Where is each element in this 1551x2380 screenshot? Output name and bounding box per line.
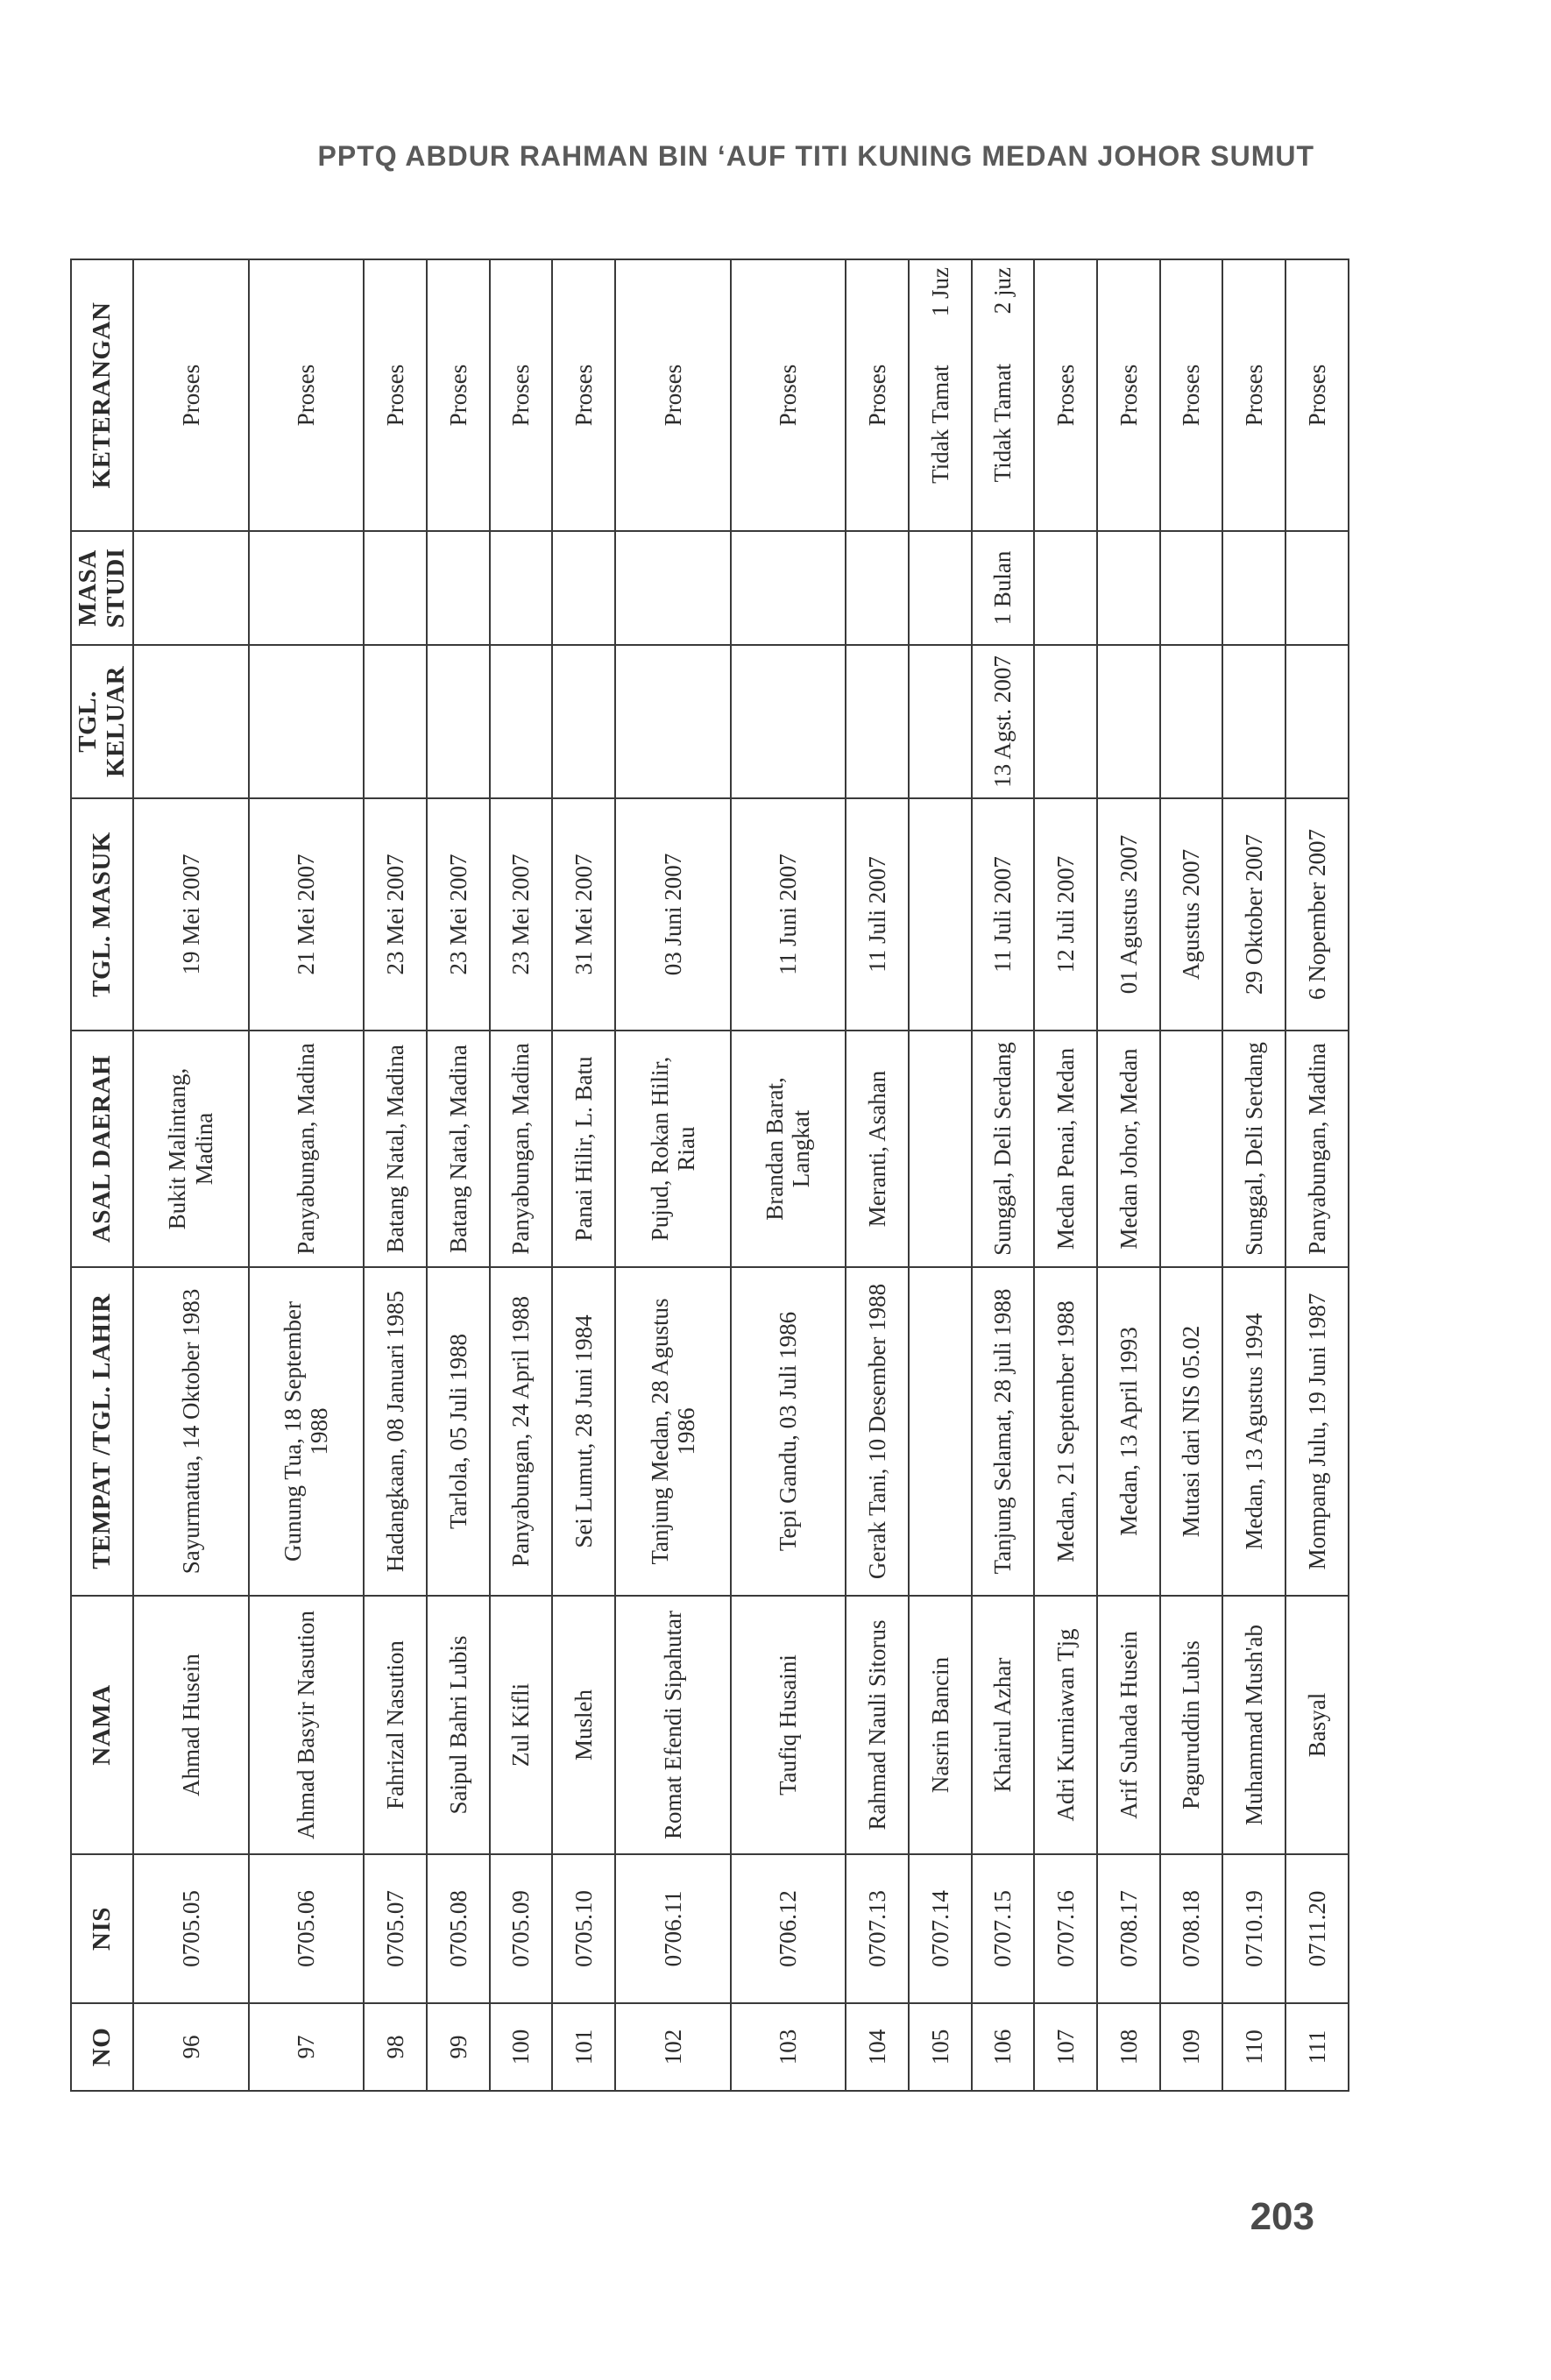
keterangan-wrap — [507, 267, 534, 523]
cell-masa-studi — [427, 531, 490, 645]
table-row — [490, 259, 553, 2091]
cell-tgl-keluar — [133, 645, 249, 798]
cell-tgl-masuk: 12 Juli 2007 — [1034, 798, 1097, 1031]
cell-tempat-tgl-lahir: Tepi Gandu, 03 Juli 1986 — [731, 1267, 846, 1596]
cell-asal-daerah: Pujud, Rokan Hilir, Riau — [615, 1031, 731, 1267]
cell-nama: Ahmad Basyir Nasution — [249, 1596, 365, 1854]
keterangan-wrap — [775, 267, 801, 523]
cell-tgl-masuk: 19 Mei 2007 — [133, 798, 249, 1031]
col-header-nis: NIS — [71, 1854, 133, 2003]
cell-masa-studi — [909, 531, 972, 645]
cell-tempat-tgl-lahir: Tanjung Medan, 28 Agustus 1986 — [615, 1267, 731, 1596]
col-header-masa-studi: MASA STUDI — [71, 531, 133, 645]
cell-masa-studi — [1034, 531, 1097, 645]
cell-no: 98 — [364, 2003, 427, 2091]
keterangan-status: Proses — [1178, 364, 1205, 427]
cell-tgl-masuk: 03 Juni 2007 — [615, 798, 731, 1031]
col-header-no: NO — [71, 2003, 133, 2091]
cell-tgl-masuk: 11 Juli 2007 — [972, 798, 1035, 1031]
cell-nis: 0705.05 — [133, 1854, 249, 2003]
cell-tgl-masuk: 11 Juli 2007 — [846, 798, 909, 1031]
cell-tempat-tgl-lahir: Gerak Tani, 10 Desember 1988 — [846, 1267, 909, 1596]
cell-masa-studi — [490, 531, 553, 645]
keterangan-status: Proses — [1115, 364, 1142, 427]
cell-nis: 0706.11 — [615, 1854, 731, 2003]
cell-asal-daerah — [1160, 1031, 1223, 1267]
cell-nis: 0707.14 — [909, 1854, 972, 2003]
cell-tempat-tgl-lahir: Medan, 21 September 1988 — [1034, 1267, 1097, 1596]
cell-keterangan — [364, 259, 427, 531]
keterangan-status: Proses — [659, 364, 686, 427]
cell-tempat-tgl-lahir: Gunung Tua, 18 September 1988 — [249, 1267, 365, 1596]
cell-tgl-keluar — [1222, 645, 1285, 798]
cell-asal-daerah — [909, 1031, 972, 1267]
cell-nama: Khairul Azhar — [972, 1596, 1035, 1854]
keterangan-juz: 2 juz — [989, 267, 1016, 315]
cell-tempat-tgl-lahir: Sei Lumut, 28 Juni 1984 — [552, 1267, 615, 1596]
cell-nama: Saipul Bahri Lubis — [427, 1596, 490, 1854]
cell-keterangan — [1034, 259, 1097, 531]
table-row — [1160, 259, 1223, 2091]
cell-nama: Romat Efendi Sipahutar — [615, 1596, 731, 1854]
cell-keterangan — [909, 259, 972, 531]
cell-nis: 0706.12 — [731, 1854, 846, 2003]
cell-tempat-tgl-lahir: Mutasi dari NIS 05.02 — [1160, 1267, 1223, 1596]
cell-no: 111 — [1285, 2003, 1349, 2091]
keterangan-wrap — [1304, 267, 1330, 523]
cell-asal-daerah: Medan Penai, Medan — [1034, 1031, 1097, 1267]
cell-keterangan — [846, 259, 909, 531]
cell-tgl-masuk — [909, 798, 972, 1031]
cell-no: 100 — [490, 2003, 553, 2091]
cell-masa-studi — [133, 531, 249, 645]
table-row — [1097, 259, 1160, 2091]
cell-nama: Musleh — [552, 1596, 615, 1854]
cell-nama: Arif Suhada Husein — [1097, 1596, 1160, 1854]
cell-no: 105 — [909, 2003, 972, 2091]
cell-nis: 0707.15 — [972, 1854, 1035, 2003]
cell-no: 97 — [249, 2003, 365, 2091]
keterangan-status: Proses — [1303, 364, 1330, 427]
cell-tgl-masuk: 23 Mei 2007 — [427, 798, 490, 1031]
cell-asal-daerah: Panyabungan, Madina — [249, 1031, 365, 1267]
page-number: 203 — [1250, 2195, 1314, 2238]
cell-asal-daerah: Sunggal, Deli Serdang — [972, 1031, 1035, 1267]
cell-tempat-tgl-lahir: Tarlola, 05 Juli 1988 — [427, 1267, 490, 1596]
cell-no: 109 — [1160, 2003, 1223, 2091]
cell-keterangan — [133, 259, 249, 531]
cell-keterangan — [972, 259, 1035, 531]
keterangan-status: Proses — [381, 364, 408, 427]
table-row — [615, 259, 731, 2091]
cell-asal-daerah: Meranti, Asahan — [846, 1031, 909, 1267]
keterangan-status: Proses — [775, 364, 802, 427]
cell-tgl-keluar — [1097, 645, 1160, 798]
keterangan-status: Proses — [177, 364, 204, 427]
cell-nis: 0711.20 — [1285, 1854, 1349, 2003]
cell-no: 108 — [1097, 2003, 1160, 2091]
cell-tgl-keluar — [909, 645, 972, 798]
table-row — [1285, 259, 1349, 2091]
keterangan-status: Tidak Tamat — [989, 363, 1016, 483]
cell-masa-studi — [1285, 531, 1349, 645]
cell-no: 96 — [133, 2003, 249, 2091]
cell-asal-daerah: Brandan Barat, Langkat — [731, 1031, 846, 1267]
cell-keterangan — [249, 259, 365, 531]
cell-tgl-masuk: 6 Nopember 2007 — [1285, 798, 1349, 1031]
table-row — [731, 259, 846, 2091]
cell-nis: 0705.09 — [490, 1854, 553, 2003]
cell-masa-studi — [846, 531, 909, 645]
cell-no: 102 — [615, 2003, 731, 2091]
col-header-tgl-keluar: TGL. KELUAR — [71, 645, 133, 798]
cell-tempat-tgl-lahir — [909, 1267, 972, 1596]
cell-nama: Nasrin Bancin — [909, 1596, 972, 1854]
cell-nama: Paguruddin Lubis — [1160, 1596, 1223, 1854]
col-header-tgl-masuk: TGL. MASUK — [71, 798, 133, 1031]
cell-no: 104 — [846, 2003, 909, 2091]
cell-tgl-keluar — [490, 645, 553, 798]
col-header-asal-daerah: ASAL DAERAH — [71, 1031, 133, 1267]
cell-tgl-keluar — [1160, 645, 1223, 798]
table-row — [249, 259, 365, 2091]
table-row — [364, 259, 427, 2091]
cell-tgl-masuk: 29 Oktober 2007 — [1222, 798, 1285, 1031]
keterangan-wrap — [293, 267, 319, 523]
cell-keterangan — [427, 259, 490, 531]
keterangan-wrap — [1115, 267, 1142, 523]
cell-no: 110 — [1222, 2003, 1285, 2091]
cell-asal-daerah: Sunggal, Deli Serdang — [1222, 1031, 1285, 1267]
cell-keterangan — [1222, 259, 1285, 531]
table-header-row — [71, 259, 133, 2091]
cell-masa-studi — [364, 531, 427, 645]
cell-tempat-tgl-lahir: Sayurmatua, 14 Oktober 1983 — [133, 1267, 249, 1596]
keterangan-status: Proses — [293, 364, 320, 427]
cell-masa-studi — [731, 531, 846, 645]
keterangan-wrap — [178, 267, 204, 523]
keterangan-wrap — [1052, 267, 1079, 523]
cell-tgl-keluar — [364, 645, 427, 798]
cell-nama: Basyal — [1285, 1596, 1349, 1854]
keterangan-wrap — [660, 267, 686, 523]
cell-nis: 0707.13 — [846, 1854, 909, 2003]
cell-asal-daerah: Medan Johor, Medan — [1097, 1031, 1160, 1267]
cell-no: 101 — [552, 2003, 615, 2091]
cell-nis: 0705.07 — [364, 1854, 427, 2003]
cell-tgl-masuk: 01 Agustus 2007 — [1097, 798, 1160, 1031]
cell-nama: Fahrizal Nasution — [364, 1596, 427, 1854]
cell-tgl-keluar — [552, 645, 615, 798]
cell-asal-daerah: Batang Natal, Madina — [364, 1031, 427, 1267]
keterangan-wrap — [382, 267, 408, 523]
cell-keterangan — [615, 259, 731, 531]
keterangan-status: Tidak Tamat — [926, 365, 953, 484]
col-header-nama: NAMA — [71, 1596, 133, 1854]
table-row — [1034, 259, 1097, 2091]
cell-masa-studi — [1160, 531, 1223, 645]
table-row — [427, 259, 490, 2091]
cell-nama: Ahmad Husein — [133, 1596, 249, 1854]
cell-nama: Muhammad Mush'ab — [1222, 1596, 1285, 1854]
cell-nis: 0710.19 — [1222, 1854, 1285, 2003]
cell-keterangan — [1160, 259, 1223, 531]
keterangan-wrap — [1178, 267, 1204, 523]
cell-keterangan — [731, 259, 846, 531]
keterangan-wrap — [864, 267, 890, 523]
cell-tempat-tgl-lahir: Medan, 13 Agustus 1994 — [1222, 1267, 1285, 1596]
cell-tgl-keluar — [1285, 645, 1349, 798]
cell-nama: Adri Kurniawan Tjg — [1034, 1596, 1097, 1854]
cell-masa-studi: 1 Bulan — [972, 531, 1035, 645]
col-header-tempat-tgl-lahir: TEMPAT /TGL. LAHIR — [71, 1267, 133, 1596]
cell-tgl-keluar — [615, 645, 731, 798]
cell-tgl-masuk: 21 Mei 2007 — [249, 798, 365, 1031]
keterangan-wrap — [445, 267, 471, 523]
cell-tgl-masuk: 23 Mei 2007 — [364, 798, 427, 1031]
table-row — [552, 259, 615, 2091]
cell-nis: 0705.06 — [249, 1854, 365, 2003]
cell-tempat-tgl-lahir: Panyabungan, 24 April 1988 — [490, 1267, 553, 1596]
cell-tempat-tgl-lahir: Hadangkaan, 08 Januari 1985 — [364, 1267, 427, 1596]
cell-tgl-masuk: 23 Mei 2007 — [490, 798, 553, 1031]
student-table — [70, 259, 1349, 2092]
cell-keterangan — [552, 259, 615, 531]
cell-tgl-keluar — [249, 645, 365, 798]
cell-tempat-tgl-lahir: Tanjung Selamat, 28 juli 1988 — [972, 1267, 1035, 1596]
keterangan-status: Proses — [863, 364, 890, 427]
cell-asal-daerah: Batang Natal, Madina — [427, 1031, 490, 1267]
cell-no: 107 — [1034, 2003, 1097, 2091]
cell-tgl-keluar — [427, 645, 490, 798]
cell-nama: Rahmad Nauli Sitorus — [846, 1596, 909, 1854]
cell-nama: Taufiq Husaini — [731, 1596, 846, 1854]
cell-masa-studi — [249, 531, 365, 645]
cell-tgl-masuk: Agustus 2007 — [1160, 798, 1223, 1031]
cell-no: 103 — [731, 2003, 846, 2091]
cell-nis: 0705.08 — [427, 1854, 490, 2003]
student-table-rotated — [70, 260, 1349, 2092]
cell-tgl-keluar — [731, 645, 846, 798]
cell-tgl-keluar — [846, 645, 909, 798]
cell-tgl-keluar — [1034, 645, 1097, 798]
col-header-keterangan: KETERANGAN — [71, 259, 133, 531]
cell-keterangan — [490, 259, 553, 531]
cell-nis: 0708.18 — [1160, 1854, 1223, 2003]
running-header: PPTQ ABDUR RAHMAN BIN ‘AUF TITI KUNING MEDAN JOHOR SUMUT — [317, 140, 1314, 172]
cell-masa-studi — [552, 531, 615, 645]
table-row — [909, 259, 972, 2091]
cell-tgl-keluar: 13 Agst. 2007 — [972, 645, 1035, 798]
cell-masa-studi — [615, 531, 731, 645]
cell-tgl-masuk: 11 Juni 2007 — [731, 798, 846, 1031]
cell-tgl-masuk: 31 Mei 2007 — [552, 798, 615, 1031]
cell-nis: 0707.16 — [1034, 1854, 1097, 2003]
cell-masa-studi — [1097, 531, 1160, 645]
keterangan-wrap — [927, 267, 953, 523]
keterangan-wrap — [570, 267, 597, 523]
table-row — [1222, 259, 1285, 2091]
table-row — [972, 259, 1035, 2091]
cell-no: 99 — [427, 2003, 490, 2091]
cell-masa-studi — [1222, 531, 1285, 645]
cell-keterangan — [1097, 259, 1160, 531]
table-body — [133, 259, 1349, 2091]
cell-no: 106 — [972, 2003, 1035, 2091]
cell-asal-daerah: Bukit Malintang, Madina — [133, 1031, 249, 1267]
cell-nama: Zul Kifli — [490, 1596, 553, 1854]
cell-asal-daerah: Panyabungan, Madina — [490, 1031, 553, 1267]
keterangan-status: Proses — [1052, 364, 1080, 427]
cell-asal-daerah: Panai Hilir, L. Batu — [552, 1031, 615, 1267]
keterangan-status: Proses — [444, 364, 471, 427]
keterangan-status: Proses — [570, 364, 597, 427]
keterangan-status: Proses — [1241, 364, 1268, 427]
table-row — [133, 259, 249, 2091]
keterangan-wrap — [1241, 267, 1267, 523]
keterangan-wrap — [989, 267, 1016, 523]
cell-tempat-tgl-lahir: Mompang Julu, 19 Juni 1987 — [1285, 1267, 1349, 1596]
cell-nis: 0708.17 — [1097, 1854, 1160, 2003]
cell-keterangan — [1285, 259, 1349, 531]
cell-nis: 0705.10 — [552, 1854, 615, 2003]
keterangan-juz: 1 Juz — [926, 267, 953, 317]
keterangan-status: Proses — [507, 364, 535, 427]
table-row — [846, 259, 909, 2091]
cell-asal-daerah: Panyabungan, Madina — [1285, 1031, 1349, 1267]
cell-tempat-tgl-lahir: Medan, 13 April 1993 — [1097, 1267, 1160, 1596]
